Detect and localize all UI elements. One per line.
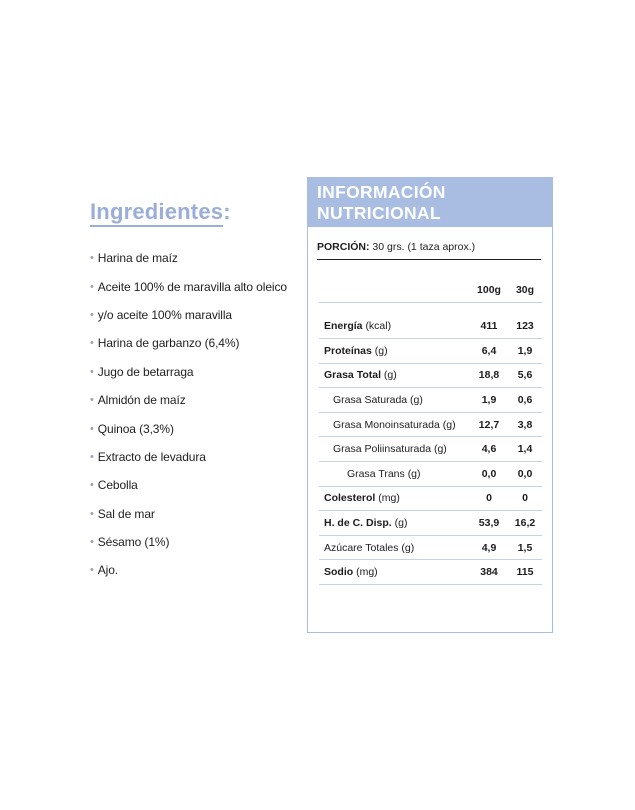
ingredients-section bbox=[90, 198, 305, 585]
list-item: • Ajo. bbox=[90, 563, 119, 578]
list-item: • Aceite 100% de maravilla alto oleico bbox=[90, 279, 287, 294]
table-row: H. de C. Disp. (g) 53,9 16,2 bbox=[319, 511, 542, 536]
table-header-row bbox=[319, 278, 542, 302]
ingredients-list bbox=[90, 244, 305, 585]
table-row: Grasa Total (g) 18,8 5,6 bbox=[319, 363, 542, 388]
table-row: Grasa Monoinsaturada (g) 12,7 3,8 bbox=[319, 412, 542, 437]
table-row: Proteínas (g) 6,4 1,9 bbox=[319, 339, 542, 364]
list-item: • Extracto de levadura bbox=[90, 449, 206, 464]
list-item: • Sésamo (1%) bbox=[90, 535, 170, 550]
table-row: Grasa Poliinsaturada (g) 4,6 1,4 bbox=[319, 437, 542, 462]
table-row: Energía (kcal) 411 123 bbox=[319, 314, 542, 339]
table-row: Grasa Saturada (g) 1,9 0,6 bbox=[319, 388, 542, 413]
table-row: Sodio (mg) 384 115 bbox=[319, 560, 542, 585]
list-item: • Harina de garbanzo (6,4%) bbox=[90, 336, 240, 351]
list-item: • Almidón de maíz bbox=[90, 393, 186, 408]
list-item: • Quinoa (3,3%) bbox=[90, 421, 174, 436]
table-row: Azúcare Totales (g) 4,9 1,5 bbox=[319, 535, 542, 560]
nutrition-title: INFORMACIÓN NUTRICIONAL bbox=[308, 178, 552, 227]
table-row: Grasa Trans (g) 0,0 0,0 bbox=[319, 462, 542, 487]
nutrition-panel bbox=[307, 177, 553, 633]
portion-label: PORCIÓN: bbox=[317, 241, 370, 253]
ingredients-title: Ingredientes: bbox=[90, 198, 231, 226]
nutrition-table bbox=[319, 278, 542, 585]
list-item: • Cebolla bbox=[90, 478, 138, 493]
portion-line bbox=[317, 241, 541, 260]
table-row: Colesterol (mg) 0 0 bbox=[319, 486, 542, 511]
list-item: • Harina de maíz bbox=[90, 251, 178, 266]
portion-value: 30 grs. (1 taza aprox.) bbox=[372, 241, 476, 253]
column-header-30g: 30g bbox=[508, 278, 542, 302]
list-item: • y/o aceite 100% maravilla bbox=[90, 307, 233, 322]
list-item: • Sal de mar bbox=[90, 506, 155, 521]
list-item: • Jugo de betarraga bbox=[90, 364, 194, 379]
column-header-100g: 100g bbox=[470, 278, 508, 302]
